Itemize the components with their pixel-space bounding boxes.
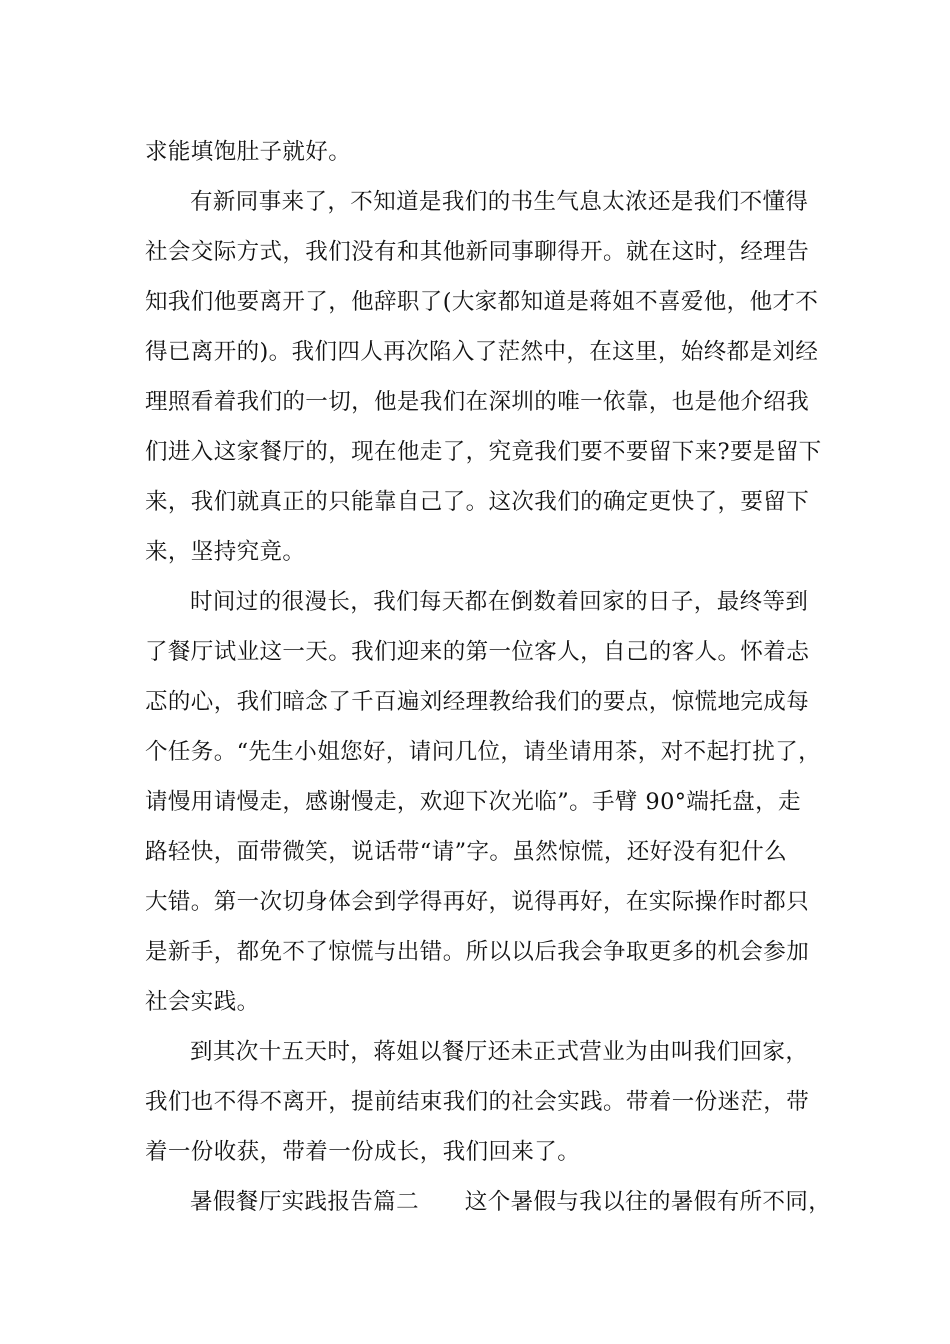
text-line: 社会实践。 [145, 989, 260, 1015]
text-line: 是新手，都免不了惊慌与出错。所以以后我会争取更多的机会参加 [145, 939, 810, 965]
paragraph-first-line: 时间过的很漫长，我们每天都在倒数着回家的日子，最终等到 [190, 589, 809, 615]
text-line: 理照看着我们的一切，他是我们在深圳的唯一依靠，也是他介绍我 [145, 389, 810, 415]
text-line: 大错。第一次切身体会到学得再好，说得再好，在实际操作时都只 [145, 889, 810, 915]
text-line: 求能填饱肚子就好。 [145, 139, 352, 165]
text-line: 来，坚持究竟。 [145, 539, 306, 565]
text-line: 知我们他要离开了，他辞职了(大家都知道是蒋姐不喜爱他，他才不 [145, 289, 819, 315]
text-line: 忑的心，我们暗念了千百遍刘经理教给我们的要点，惊慌地完成每 [145, 689, 810, 715]
text-line: 来，我们就真正的只能靠自己了。这次我们的确定更快了，要留下 [145, 489, 810, 515]
paragraph-first-line: 到其次十五天时，蒋姐以餐厅还未正式营业为由叫我们回家， [190, 1039, 809, 1065]
text-line: 们进入这家餐厅的，现在他走了，究竟我们要不要留下来?要是留下 [145, 439, 822, 465]
text-line: 得已离开的)。我们四人再次陷入了茫然中，在这里，始终都是刘经 [145, 339, 819, 365]
paragraph-first-line: 有新同事来了，不知道是我们的书生气息太浓还是我们不懂得 [190, 189, 809, 215]
text-line: 着一份收获，带着一份成长，我们回来了。 [145, 1139, 581, 1165]
text-line: 路轻快，面带微笑，说话带“请”字。虽然惊慌，还好没有犯什么 [145, 839, 788, 865]
text-line: 了餐厅试业这一天。我们迎来的第一位客人，自己的客人。怀着忐 [145, 639, 810, 665]
text-line: 社会交际方式，我们没有和其他新同事聊得开。就在这时，经理告 [145, 239, 810, 265]
section-heading-line: 暑假餐厅实践报告篇二 这个暑假与我以往的暑假有所不同， [190, 1189, 832, 1215]
text-line: 请慢用请慢走，感谢慢走，欢迎下次光临”。手臂 90°端托盘，走 [145, 789, 801, 815]
text-line: 个任务。“先生小姐您好，请问几位，请坐请用茶，对不起打扰了， [145, 739, 822, 765]
text-line: 我们也不得不离开，提前结束我们的社会实践。带着一份迷茫，带 [145, 1089, 810, 1115]
